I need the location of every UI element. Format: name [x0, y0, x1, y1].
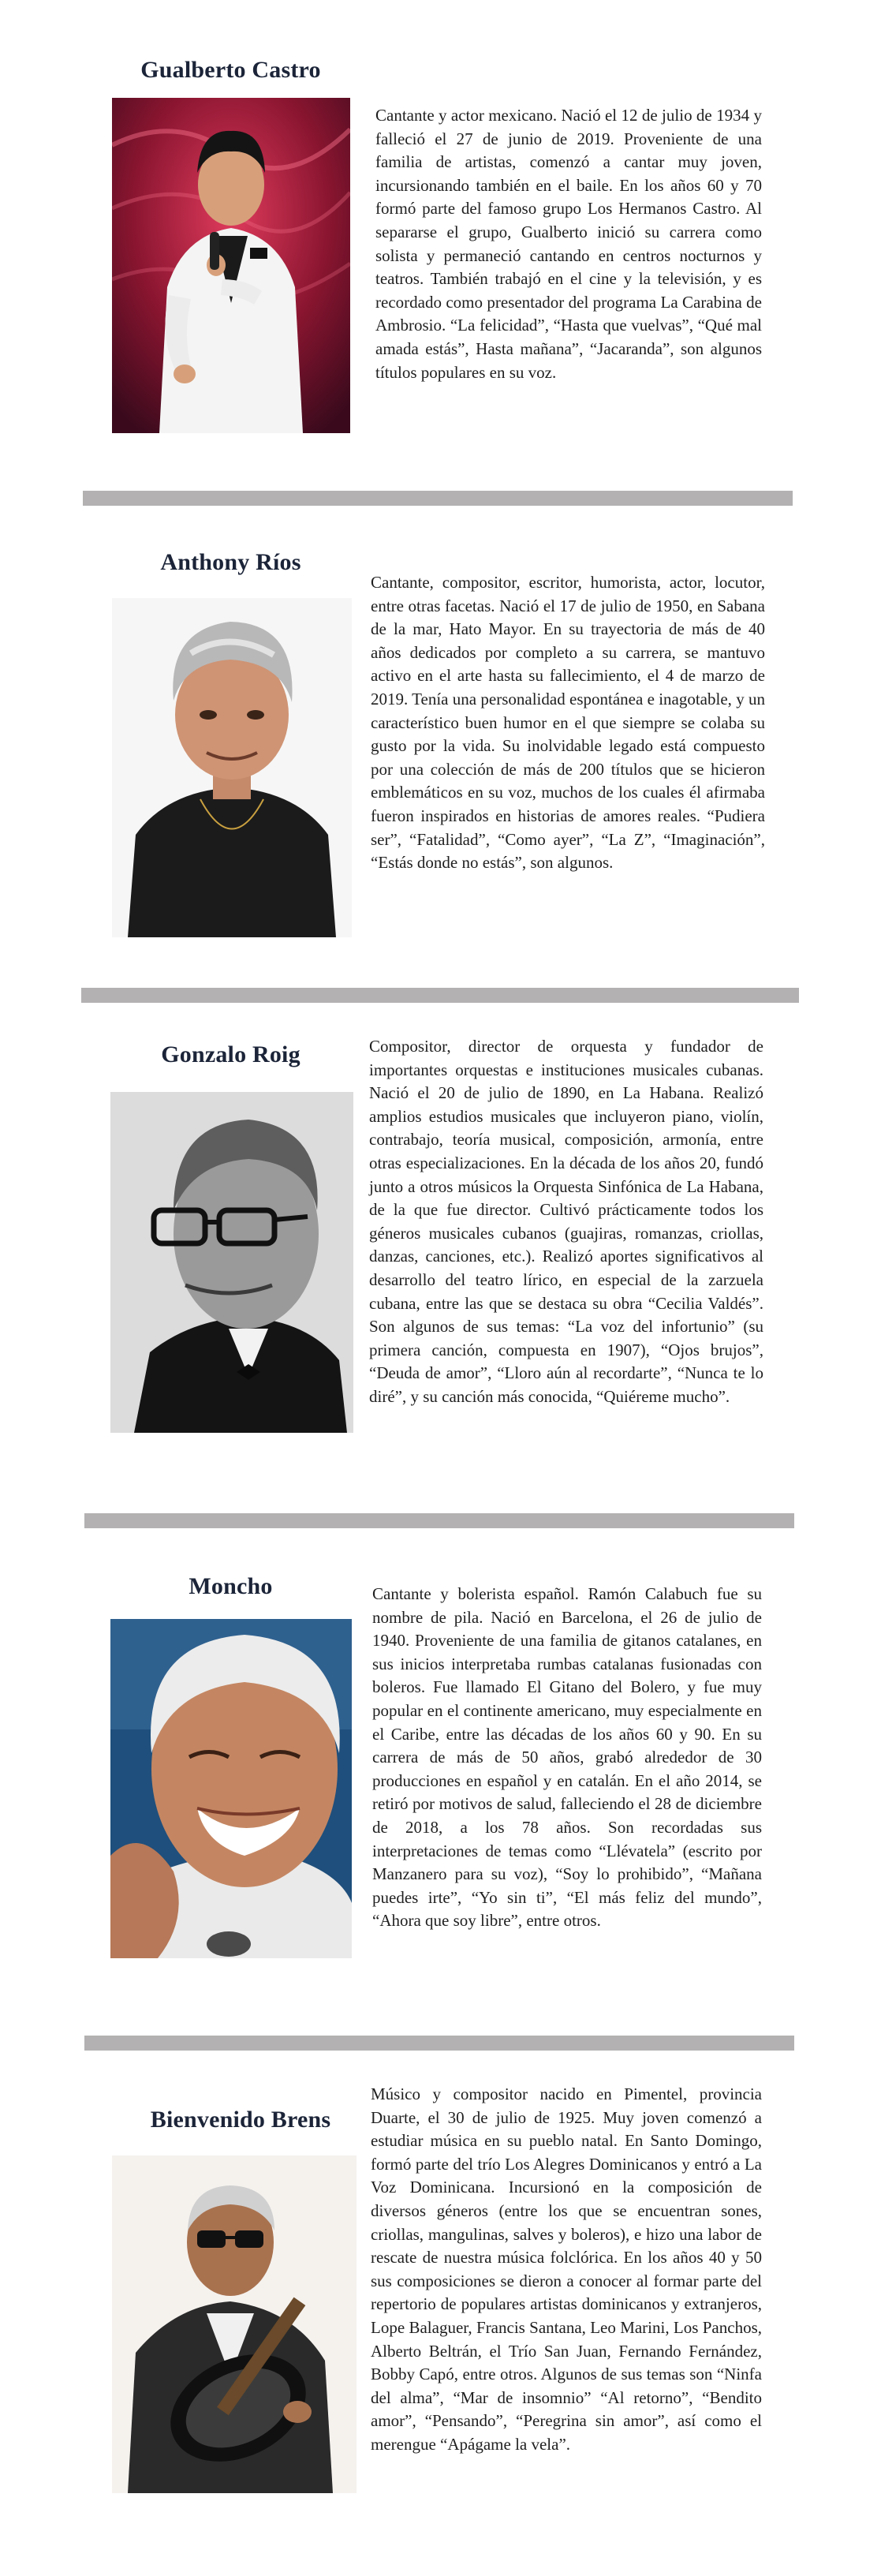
artist-bio: Compositor, director de orquesta y fundador de importantes orquestas e instituciones musicales cubanas. Nació el 20 de julio de 1890, en La Habana. Realizó amplios estudios musicales que incluyeron piano, violín, contrabajo, teoría musical, composición, armonía, entre otras especializaciones. En la década de los años 20, fundó junto a otros músicos la Orquesta Sinfónica de La Habana, de la que fue director. Cultivó prácticamente todos los géneros musicales cubanos (guajiras, romanzas, criollas, danzas, canciones, etc.). Realizó aportes significativos al desarrollo del teatro lírico, en especial de la zarzuela cubana, entre las que se destaca su obra “Cecilia Valdés”. Son algunos de sus temas: “La voz del infortunio” (su primera canción, compuesta en 1907), “Ojos brujos”, “Deuda de amor”, “Lloro aún al recordarte”, “Nunca te lo diré”, y su canción más conocida, “Quiéreme mucho”.: [369, 1037, 763, 1406]
artist-photo-bienvenido-brens: [112, 2155, 357, 2493]
artist-photo-anthony-rios: [112, 598, 352, 937]
artist-name: Gonzalo Roig: [161, 1041, 301, 1067]
artist-photo-gonzalo-roig: [110, 1092, 353, 1433]
section-divider: [84, 2036, 794, 2051]
artist-photo-gualberto-castro: [112, 98, 350, 433]
artist-name: Moncho: [189, 1573, 273, 1599]
section-divider: [83, 491, 793, 506]
artist-bio: Cantante y actor mexicano. Nació el 12 de julio de 1934 y falleció el 27 de junio de 2019. Proveniente de una familia de artistas, comenzó a cantar muy joven, incursionando también en el baile. En los años 60 y 70 formó parte del famoso grupo Los Hermanos Castro. Al separarse el grupo, Gualberto inició su carrera como solista y permaneció cantando en centros nocturnos y teatros. También trabajó en el cine y la televisión, y es recordado como presentador del programa La Carabina de Ambrosio. “La felicidad”, “Hasta que vuelvas”, “Qué mal amada estás”, Hasta mañana”, “Jacaranda”, son algunos títulos populares en su voz.: [375, 106, 762, 382]
section-divider: [84, 1513, 794, 1528]
artist-bio: Cantante, compositor, escritor, humorista, actor, locutor, entre otras facetas. Nació el 17 de julio de 1950, en Sabana de la mar, Hato Mayor. En su trayectoria de más de 40 años dedicados por completo a su carrera, se mantuvo activo en el arte hasta su fallecimiento, el 4 de marzo de 2019. Tenía una personalidad espontánea e inagotable, y un característico buen humor en el que siempre se colaba su gusto por la vida. Su inolvidable legado está compuesto por una colección de más de 200 títulos que se hicieron emblemáticos en su voz, muchos de los cuales él afirmaba fueron inspirados en historias de amores reales. “Pudiera ser”, “Fatalidad”, “Como ayer”, “La Z”, “Imaginación”, “Estás donde no estás”, son algunos.: [371, 573, 765, 873]
artist-bio: Músico y compositor nacido en Pimentel, provincia Duarte, el 30 de julio de 1925. Muy joven comenzó a estudiar música en su pueblo natal. En Santo Domingo, formó parte del trío Los Alegres Dominicanos y entró a La Voz Dominicana. Incursionó en la composición de diversos géneros (entre los que se encuentran sones, criollas, mangulinas, salves y boleros), e hizo una labor de rescate de nuestra música folclórica. En los años 40 y 50 sus composiciones se dieron a conocer al formar parte del repertorio de populares artistas dominicanos y extranjeros, Lope Balaguer, Francis Santana, Leo Marini, Los Panchos, Alberto Beltrán, el Trío San Juan, Fernando Fernández, Bobby Capó, entre otros. Algunos de sus temas son “Ninfa del alma”, “Mar de insomnio” “Al retorno”, “Bendito amor”, “Pensando”, “Peregrina sin amor”, así como el merengue “Apágame la vela”.: [371, 2084, 762, 2454]
artist-photo-moncho: [110, 1619, 352, 1958]
section-divider: [81, 988, 799, 1003]
artist-name: Bienvenido Brens: [150, 2107, 331, 2133]
artist-name: Anthony Ríos: [160, 549, 301, 575]
artist-name: Gualberto Castro: [140, 57, 321, 83]
artist-bio: Cantante y bolerista español. Ramón Calabuch fue su nombre de pila. Nació en Barcelona, el 26 de julio de 1940. Proveniente de una familia de gitanos catalanes, en sus inicios interpretaba rumbas catalanas fusionadas con boleros. Fue llamado El Gitano del Bolero, y fue muy popular en el continente americano, muy especialmente en el Caribe, entre las décadas de los años 60 y 90. En su carrera de más de 50 años, grabó alrededor de 30 producciones en español y en catalán. En el año 2014, se retiró por motivos de salud, falleciendo el 28 de diciembre de 2018, a los 78 años. Son recordadas sus interpretaciones de temas como “Llévatela” (escrito por Manzanero para su voz), “Soy lo prohibido”, “Mañana puedes irte”, “Yo sin ti”, “El más feliz del mundo”, “Ahora que soy libre”, entre otros.: [372, 1584, 762, 1931]
